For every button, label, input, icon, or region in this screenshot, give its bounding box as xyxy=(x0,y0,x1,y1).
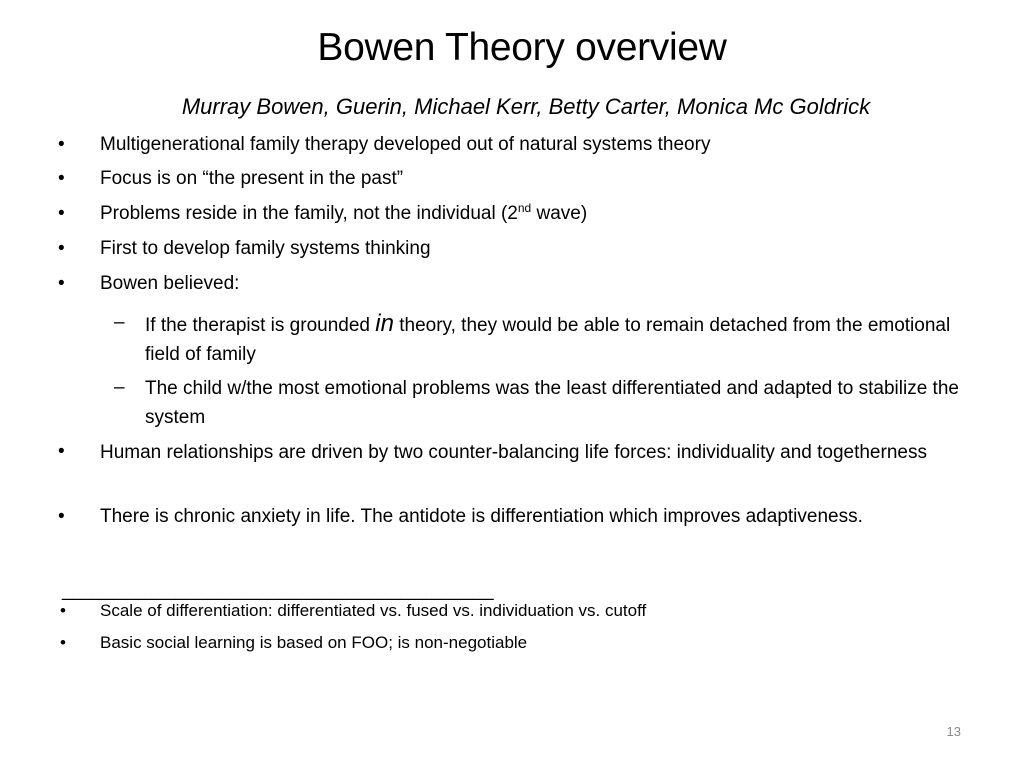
emphasis-word: in xyxy=(375,310,394,337)
bullet-icon: • xyxy=(60,601,66,620)
dash-bullet-icon: – xyxy=(114,377,125,398)
bullet-icon: • xyxy=(58,203,65,224)
bullet-text: Focus is on “the present in the past” xyxy=(100,168,404,189)
sub-bullet-text: The child w/the most emotional problems was the least differentiated and adapted to stabilize the system xyxy=(145,378,959,428)
bullet-icon: • xyxy=(58,441,65,462)
bullet-icon: • xyxy=(58,238,65,259)
bullet-text-part: wave) xyxy=(531,203,588,224)
bullet-icon: • xyxy=(60,633,66,652)
bullet-text: Multigenerational family therapy developed out of natural systems theory xyxy=(100,134,711,155)
bullet-text: Human relationships are driven by two counter-balancing life forces: individuality and togetherness xyxy=(100,442,927,463)
bullet-text: First to develop family systems thinking xyxy=(100,238,431,259)
sub-bullet-text-part: theory, they would be able to remain detached from the emotional field of family xyxy=(145,315,951,365)
bullet-text: There is chronic anxiety in life. The antidote is differentiation which improves adaptiveness. xyxy=(100,506,863,527)
bullet-icon: • xyxy=(58,168,65,189)
separator-line: __________________________________________ xyxy=(62,580,494,601)
page-number: 13 xyxy=(946,724,961,739)
sub-bullet-text xyxy=(145,309,975,369)
bullet-icon: • xyxy=(58,134,65,155)
ordinal-superscript: nd xyxy=(517,201,532,215)
sub-bullet-text-part: If the therapist is grounded xyxy=(145,315,376,336)
bullet-text: Bowen believed: xyxy=(100,273,240,294)
dash-bullet-icon: – xyxy=(114,312,125,333)
slide-subtitle: Murray Bowen, Guerin, Michael Kerr, Betty Carter, Monica Mc Goldrick xyxy=(181,94,871,119)
small-bullet-text: Scale of differentiation: differentiated vs. fused vs. individuation vs. cutoff xyxy=(100,601,647,620)
bullet-text xyxy=(100,199,980,228)
bullet-icon: • xyxy=(58,506,65,527)
bullet-icon: • xyxy=(58,273,65,294)
small-bullet-text: Basic social learning is based on FOO; is non-negotiable xyxy=(100,633,528,652)
bullet-text-part: Problems reside in the family, not the individual (2 xyxy=(100,203,518,224)
slide-title: Bowen Theory overview xyxy=(317,26,727,69)
